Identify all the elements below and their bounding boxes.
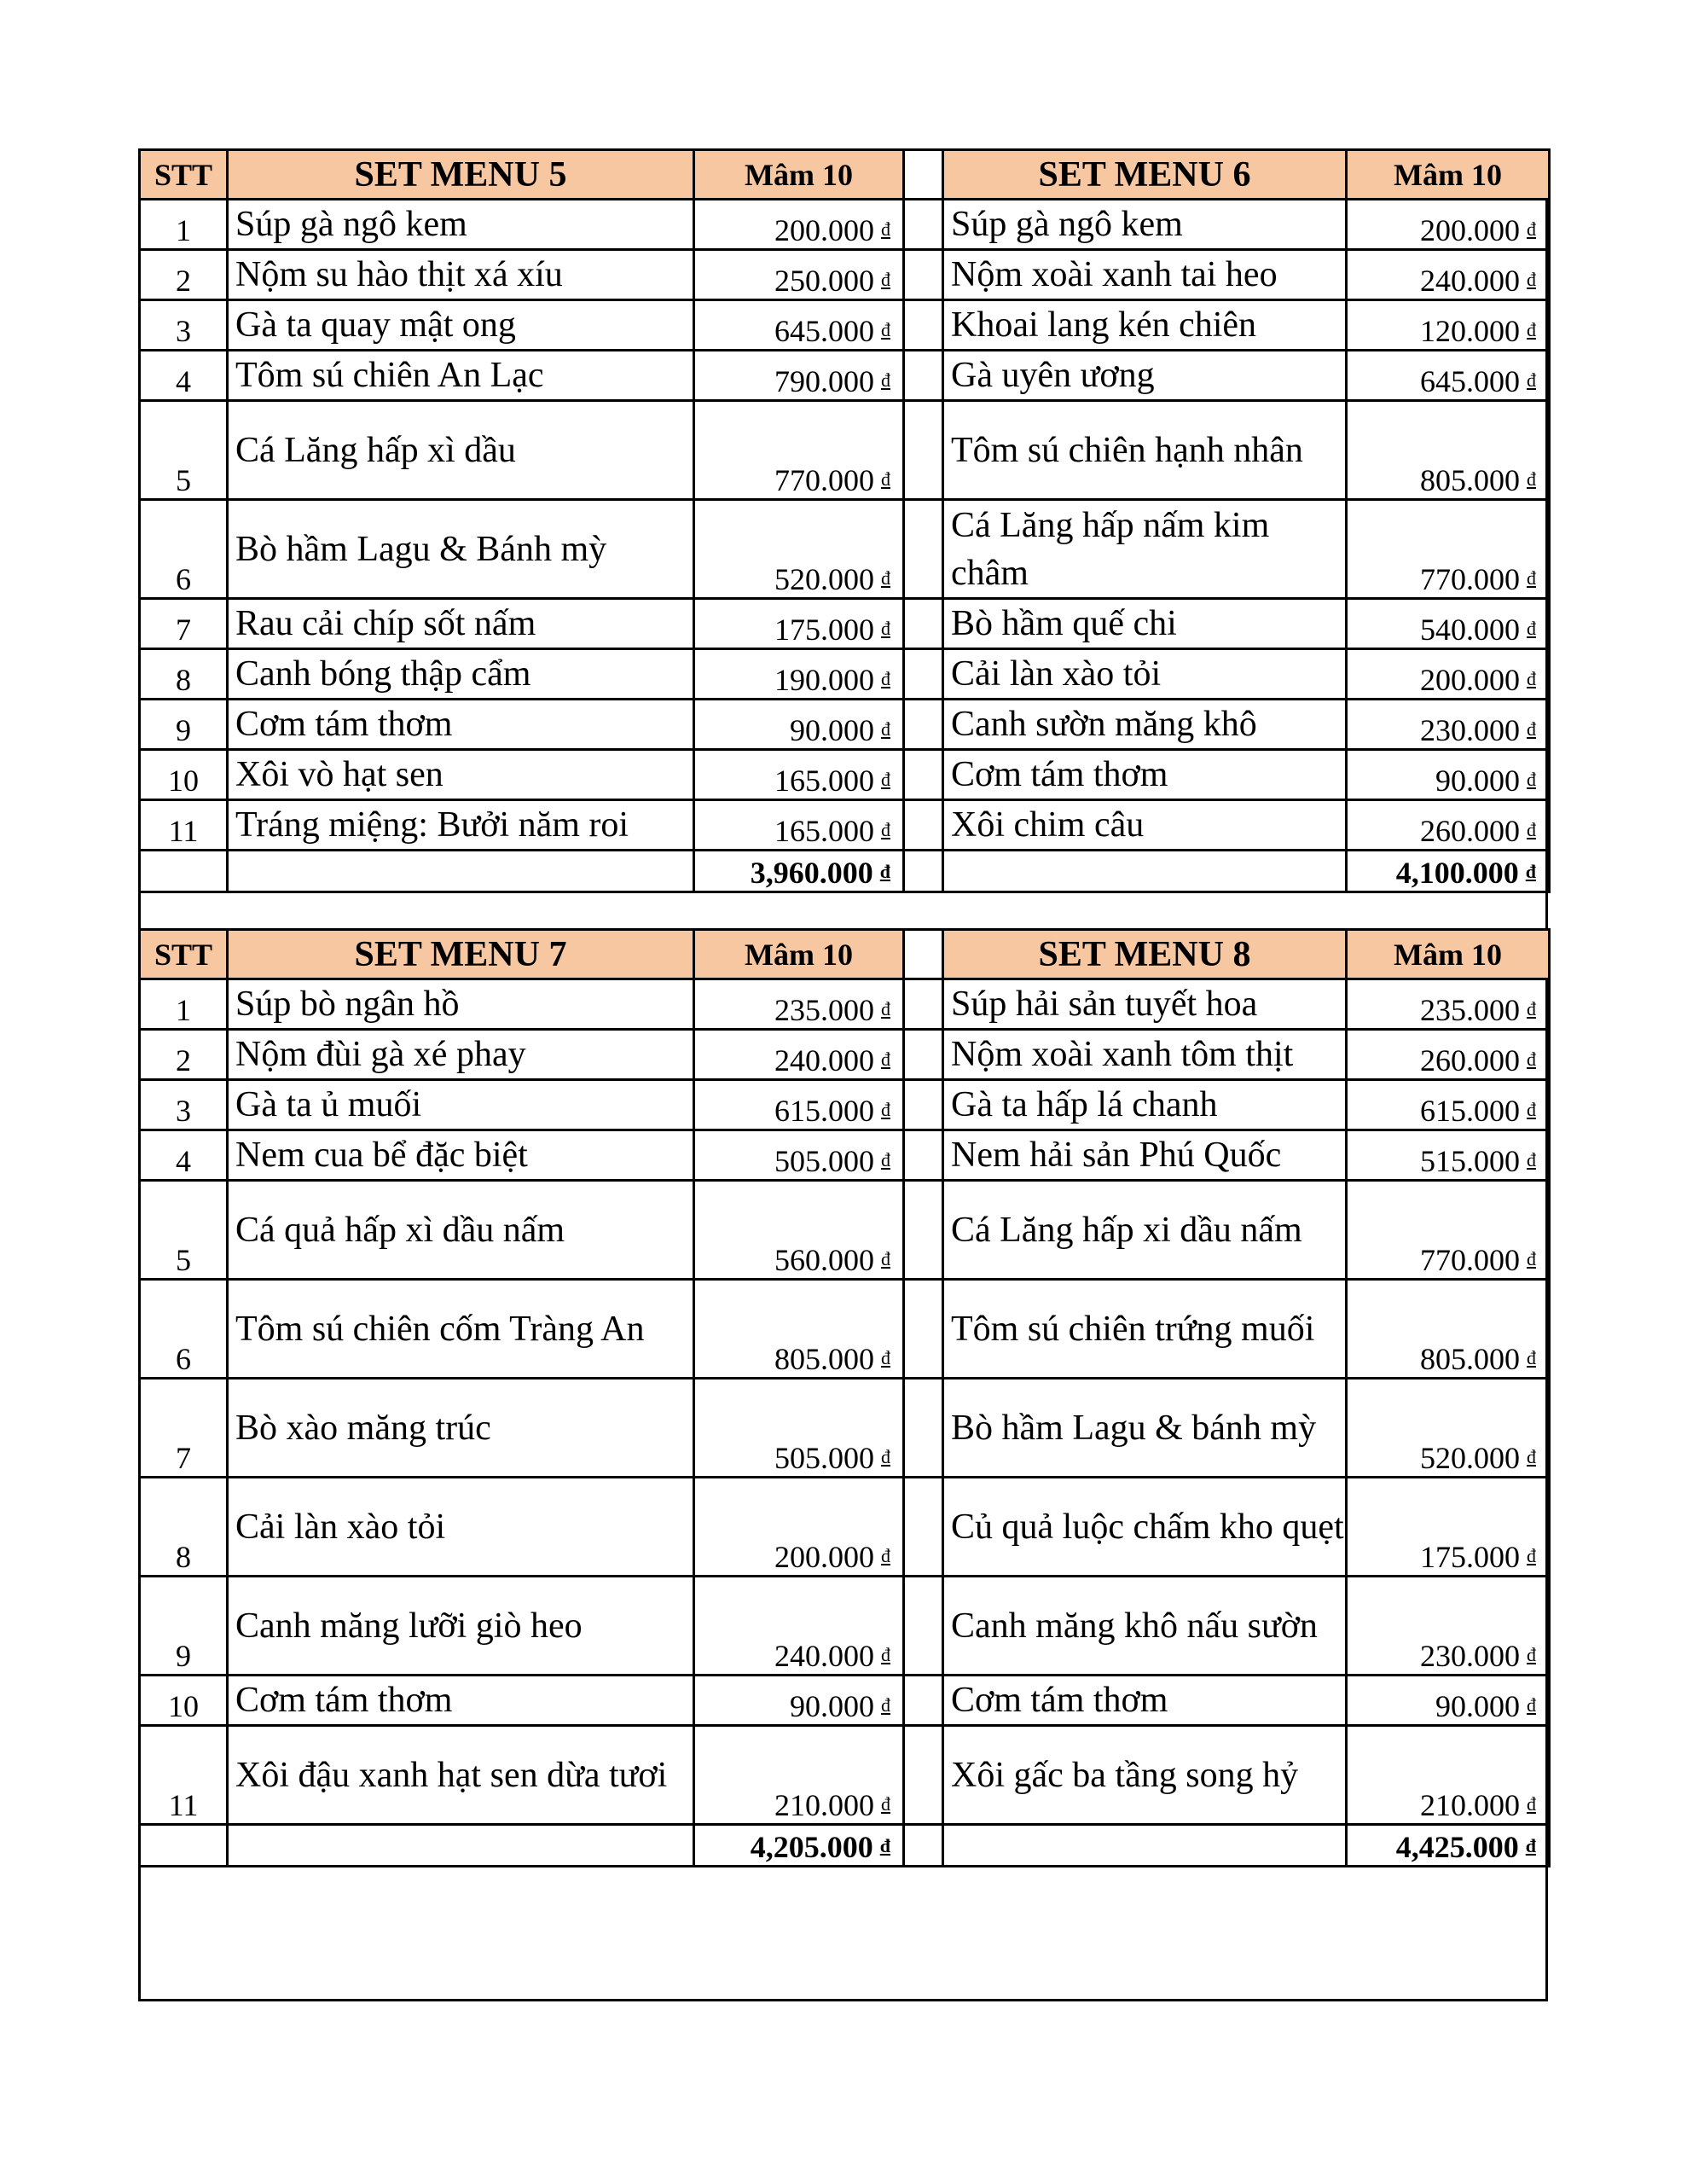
row-number: 4 — [140, 351, 228, 401]
price-value: 210.000 — [1420, 1788, 1520, 1822]
dish-name: Bò xào măng trúc — [228, 1379, 694, 1478]
currency-symbol: đ — [1527, 567, 1536, 589]
dish-name: Súp gà ngô kem — [228, 200, 694, 250]
currency-symbol: đ — [881, 468, 890, 490]
dish-name: Tôm sú chiên An Lạc — [228, 351, 694, 401]
dish-name: Khoai lang kén chiên — [943, 300, 1347, 351]
dish-price — [694, 1080, 904, 1130]
row-number: 10 — [140, 1676, 228, 1726]
dish-name: Bò hầm Lagu & bánh mỳ — [943, 1379, 1347, 1478]
price-value: 805.000 — [1420, 1342, 1520, 1376]
price-value: 805.000 — [1420, 463, 1520, 497]
currency-symbol: đ — [881, 567, 890, 589]
dish-price — [694, 200, 904, 250]
table-row — [140, 1181, 1550, 1280]
price-value: 770.000 — [774, 463, 874, 497]
currency-symbol: đ — [881, 1644, 890, 1665]
currency-symbol: đ — [879, 1835, 890, 1856]
row-number: 11 — [140, 1726, 228, 1825]
price-value: 240.000 — [774, 1043, 874, 1077]
price-value: 560.000 — [774, 1243, 874, 1277]
table-row — [140, 1379, 1550, 1478]
row-number: 1 — [140, 979, 228, 1030]
currency-symbol: đ — [1527, 218, 1536, 240]
total-price — [1347, 851, 1550, 892]
row-number: 7 — [140, 1379, 228, 1478]
column-gap — [904, 1676, 943, 1726]
price-value: 230.000 — [1420, 713, 1520, 747]
price-value: 505.000 — [774, 1144, 874, 1178]
row-number: 11 — [140, 800, 228, 851]
price-value: 520.000 — [1420, 1441, 1520, 1475]
portion-header: Mâm 10 — [694, 150, 904, 200]
column-gap — [904, 1478, 943, 1577]
table-row — [140, 979, 1550, 1030]
row-number: 3 — [140, 1080, 228, 1130]
currency-symbol: đ — [1527, 1347, 1536, 1368]
column-gap — [904, 649, 943, 700]
table-row — [140, 200, 1550, 250]
price-value: 200.000 — [1420, 663, 1520, 697]
currency-symbol: đ — [1527, 1099, 1536, 1120]
dish-price — [694, 1181, 904, 1280]
dish-name: Rau cải chíp sốt nấm — [228, 599, 694, 649]
currency-symbol: đ — [881, 369, 890, 391]
empty-cell — [228, 851, 694, 892]
column-gap — [904, 1280, 943, 1379]
currency-symbol: đ — [1527, 618, 1536, 639]
table-row — [140, 401, 1550, 500]
table-row — [140, 599, 1550, 649]
row-number: 8 — [140, 1478, 228, 1577]
column-gap — [904, 1030, 943, 1080]
row-number: 5 — [140, 401, 228, 500]
price-value: 250.000 — [774, 264, 874, 298]
currency-symbol: đ — [1525, 1835, 1536, 1856]
price-value: 200.000 — [774, 213, 874, 247]
row-number: 2 — [140, 1030, 228, 1080]
currency-symbol: đ — [881, 319, 890, 340]
row-number: 1 — [140, 200, 228, 250]
currency-symbol: đ — [879, 861, 890, 882]
currency-symbol: đ — [1527, 1048, 1536, 1070]
set-menu-title: SET MENU 5 — [228, 150, 694, 200]
dish-name: Nem hải sản Phú Quốc — [943, 1130, 1347, 1181]
dish-price — [694, 1676, 904, 1726]
empty-cell — [228, 1825, 694, 1867]
column-gap — [904, 1181, 943, 1280]
price-value: 260.000 — [1420, 814, 1520, 848]
price-value: 4,205.000 — [750, 1830, 873, 1864]
price-value: 4,100.000 — [1395, 856, 1519, 890]
column-gap — [904, 750, 943, 800]
dish-price — [694, 599, 904, 649]
dish-name: Cải làn xào tỏi — [943, 649, 1347, 700]
dish-price — [1347, 750, 1550, 800]
price-value: 200.000 — [774, 1540, 874, 1574]
dish-price — [694, 700, 904, 750]
currency-symbol: đ — [881, 1347, 890, 1368]
currency-symbol: đ — [881, 819, 890, 840]
dish-name: Nem cua bể đặc biệt — [228, 1130, 694, 1181]
total-row — [140, 1825, 1550, 1867]
dish-price — [694, 1280, 904, 1379]
dish-name: Nộm xoài xanh tai heo — [943, 250, 1347, 300]
column-gap — [904, 1130, 943, 1181]
dish-price — [694, 1726, 904, 1825]
row-number: 9 — [140, 1577, 228, 1676]
dish-price — [694, 250, 904, 300]
dish-name: Bò hầm quế chi — [943, 599, 1347, 649]
dish-name: Cơm tám thơm — [228, 1676, 694, 1726]
currency-symbol: đ — [1525, 861, 1536, 882]
currency-symbol: đ — [1527, 668, 1536, 689]
dish-name: Củ quả luộc chấm kho quẹt — [943, 1478, 1347, 1577]
table-row — [140, 750, 1550, 800]
total-row — [140, 851, 1550, 892]
dish-price — [1347, 250, 1550, 300]
price-value: 3,960.000 — [750, 856, 873, 890]
portion-header: Mâm 10 — [1347, 150, 1550, 200]
dish-price — [1347, 800, 1550, 851]
row-number: 10 — [140, 750, 228, 800]
dish-price — [1347, 979, 1550, 1030]
dish-price — [694, 1130, 904, 1181]
dish-price — [1347, 1280, 1550, 1379]
dish-price — [1347, 1478, 1550, 1577]
dish-name: Gà ta hấp lá chanh — [943, 1080, 1347, 1130]
total-price — [694, 1825, 904, 1867]
dish-price — [694, 1577, 904, 1676]
empty-cell — [140, 1825, 228, 1867]
dish-name: Nộm đùi gà xé phay — [228, 1030, 694, 1080]
currency-symbol: đ — [1527, 1149, 1536, 1170]
dish-name: Xôi chim câu — [943, 800, 1347, 851]
price-value: 230.000 — [1420, 1639, 1520, 1673]
currency-symbol: đ — [881, 998, 890, 1019]
menu-table — [138, 148, 1551, 893]
table-row — [140, 500, 1550, 599]
currency-symbol: đ — [1527, 1793, 1536, 1815]
dish-name: Nộm su hào thịt xá xíu — [228, 250, 694, 300]
menu-table — [138, 928, 1551, 1867]
row-number: 3 — [140, 300, 228, 351]
column-gap — [904, 250, 943, 300]
dish-price — [694, 401, 904, 500]
header-row — [140, 930, 1550, 979]
dish-name: Cá Lăng hấp xi dầu nấm — [943, 1181, 1347, 1280]
dish-name: Xôi gấc ba tầng song hỷ — [943, 1726, 1347, 1825]
currency-symbol: đ — [1527, 718, 1536, 740]
dish-price — [1347, 1080, 1550, 1130]
set-menu-title: SET MENU 7 — [228, 930, 694, 979]
dish-name: Gà ta quay mật ong — [228, 300, 694, 351]
price-value: 175.000 — [774, 613, 874, 647]
table-row — [140, 1577, 1550, 1676]
header-row — [140, 150, 1550, 200]
dish-name: Canh sườn măng khô — [943, 700, 1347, 750]
dish-name: Cá Lăng hấp xì dầu — [228, 401, 694, 500]
price-value: 645.000 — [774, 314, 874, 348]
price-value: 515.000 — [1420, 1144, 1520, 1178]
stt-header: STT — [140, 930, 228, 979]
stt-header: STT — [140, 150, 228, 200]
table-row — [140, 1280, 1550, 1379]
row-number: 5 — [140, 1181, 228, 1280]
row-number: 4 — [140, 1130, 228, 1181]
dish-name: Cơm tám thơm — [228, 700, 694, 750]
dish-name: Cá Lăng hấp nấm kim châm — [943, 500, 1347, 599]
table-row — [140, 1130, 1550, 1181]
price-value: 260.000 — [1420, 1043, 1520, 1077]
price-value: 165.000 — [774, 764, 874, 798]
dish-name: Canh măng lưỡi giò heo — [228, 1577, 694, 1676]
dish-price — [694, 1478, 904, 1577]
price-value: 770.000 — [1420, 562, 1520, 596]
currency-symbol: đ — [881, 269, 890, 290]
dish-price — [1347, 700, 1550, 750]
dish-name: Cải làn xào tỏi — [228, 1478, 694, 1577]
price-value: 520.000 — [774, 562, 874, 596]
price-value: 90.000 — [1435, 764, 1520, 798]
column-gap — [904, 1825, 943, 1867]
dish-name: Tráng miệng: Bưởi năm roi — [228, 800, 694, 851]
currency-symbol: đ — [881, 668, 890, 689]
currency-symbol: đ — [1527, 369, 1536, 391]
dish-price — [1347, 200, 1550, 250]
dish-name: Súp gà ngô kem — [943, 200, 1347, 250]
dish-price — [1347, 1130, 1550, 1181]
dish-price — [694, 1030, 904, 1080]
dish-price — [1347, 1676, 1550, 1726]
price-value: 790.000 — [774, 364, 874, 398]
dish-price — [1347, 1379, 1550, 1478]
price-value: 615.000 — [774, 1094, 874, 1128]
dish-name: Gà uyên ương — [943, 351, 1347, 401]
total-price — [694, 851, 904, 892]
dish-price — [1347, 599, 1550, 649]
currency-symbol: đ — [881, 1099, 890, 1120]
column-gap — [904, 150, 943, 200]
dish-price — [1347, 500, 1550, 599]
currency-symbol: đ — [1527, 998, 1536, 1019]
price-value: 90.000 — [1435, 1689, 1520, 1723]
dish-price — [1347, 351, 1550, 401]
currency-symbol: đ — [1527, 269, 1536, 290]
dish-price — [1347, 1726, 1550, 1825]
column-gap — [904, 800, 943, 851]
price-value: 210.000 — [774, 1788, 874, 1822]
dish-name: Tôm sú chiên trứng muối — [943, 1280, 1347, 1379]
dish-price — [1347, 649, 1550, 700]
column-gap — [904, 401, 943, 500]
dish-name: Canh bóng thập cẩm — [228, 649, 694, 700]
total-price — [1347, 1825, 1550, 1867]
price-value: 240.000 — [774, 1639, 874, 1673]
dish-price — [694, 300, 904, 351]
price-value: 235.000 — [774, 993, 874, 1027]
dish-name: Xôi vò hạt sen — [228, 750, 694, 800]
dish-name: Cơm tám thơm — [943, 750, 1347, 800]
currency-symbol: đ — [881, 1694, 890, 1716]
column-gap — [904, 930, 943, 979]
currency-symbol: đ — [881, 1545, 890, 1566]
currency-symbol: đ — [1527, 1446, 1536, 1467]
dish-price — [694, 351, 904, 401]
column-gap — [904, 1726, 943, 1825]
table-row — [140, 649, 1550, 700]
dish-price — [1347, 1181, 1550, 1280]
dish-name: Gà ta ủ muối — [228, 1080, 694, 1130]
portion-header: Mâm 10 — [694, 930, 904, 979]
currency-symbol: đ — [1527, 769, 1536, 790]
currency-symbol: đ — [881, 1793, 890, 1815]
dish-price — [694, 649, 904, 700]
column-gap — [904, 1577, 943, 1676]
currency-symbol: đ — [881, 1446, 890, 1467]
table-row — [140, 700, 1550, 750]
currency-symbol: đ — [1527, 819, 1536, 840]
price-value: 90.000 — [790, 713, 874, 747]
dish-name: Cá quả hấp xì dầu nấm — [228, 1181, 694, 1280]
portion-header: Mâm 10 — [1347, 930, 1550, 979]
dish-price — [1347, 1577, 1550, 1676]
column-gap — [904, 851, 943, 892]
currency-symbol: đ — [1527, 1694, 1536, 1716]
set-menu-title: SET MENU 8 — [943, 930, 1347, 979]
row-number: 8 — [140, 649, 228, 700]
column-gap — [904, 979, 943, 1030]
dish-name: Canh măng khô nấu sườn — [943, 1577, 1347, 1676]
price-value: 805.000 — [774, 1342, 874, 1376]
currency-symbol: đ — [881, 618, 890, 639]
dish-name: Tôm sú chiên cốm Tràng An — [228, 1280, 694, 1379]
price-value: 645.000 — [1420, 364, 1520, 398]
dish-price — [694, 979, 904, 1030]
column-gap — [904, 700, 943, 750]
dish-price — [694, 800, 904, 851]
currency-symbol: đ — [1527, 319, 1536, 340]
empty-cell — [943, 851, 1347, 892]
price-value: 165.000 — [774, 814, 874, 848]
price-value: 190.000 — [774, 663, 874, 697]
column-gap — [904, 1379, 943, 1478]
currency-symbol: đ — [1527, 468, 1536, 490]
currency-symbol: đ — [881, 1048, 890, 1070]
table-row — [140, 1478, 1550, 1577]
currency-symbol: đ — [1527, 1545, 1536, 1566]
price-value: 120.000 — [1420, 314, 1520, 348]
table-row — [140, 800, 1550, 851]
dish-name: Tôm sú chiên hạnh nhân — [943, 401, 1347, 500]
price-value: 540.000 — [1420, 613, 1520, 647]
dish-price — [1347, 401, 1550, 500]
column-gap — [904, 300, 943, 351]
dish-price — [694, 500, 904, 599]
dish-name: Xôi đậu xanh hạt sen dừa tươi — [228, 1726, 694, 1825]
table-row — [140, 1030, 1550, 1080]
dish-price — [694, 750, 904, 800]
table-row — [140, 1726, 1550, 1825]
dish-price — [1347, 1030, 1550, 1080]
table-row — [140, 351, 1550, 401]
column-gap — [904, 599, 943, 649]
currency-symbol: đ — [881, 718, 890, 740]
row-number: 6 — [140, 500, 228, 599]
price-value: 90.000 — [790, 1689, 874, 1723]
price-value: 200.000 — [1420, 213, 1520, 247]
currency-symbol: đ — [1527, 1248, 1536, 1269]
dish-name: Cơm tám thơm — [943, 1676, 1347, 1726]
currency-symbol: đ — [1527, 1644, 1536, 1665]
price-value: 770.000 — [1420, 1243, 1520, 1277]
row-number: 6 — [140, 1280, 228, 1379]
dish-name: Súp hải sản tuyết hoa — [943, 979, 1347, 1030]
dish-price — [1347, 300, 1550, 351]
table-row — [140, 250, 1550, 300]
currency-symbol: đ — [881, 1149, 890, 1170]
table-row — [140, 1676, 1550, 1726]
price-value: 615.000 — [1420, 1094, 1520, 1128]
price-value: 4,425.000 — [1395, 1830, 1519, 1864]
dish-name: Súp bò ngân hồ — [228, 979, 694, 1030]
currency-symbol: đ — [881, 1248, 890, 1269]
set-menu-title: SET MENU 6 — [943, 150, 1347, 200]
column-gap — [904, 351, 943, 401]
price-value: 175.000 — [1420, 1540, 1520, 1574]
row-number: 2 — [140, 250, 228, 300]
row-number: 9 — [140, 700, 228, 750]
row-number: 7 — [140, 599, 228, 649]
column-gap — [904, 1080, 943, 1130]
price-value: 505.000 — [774, 1441, 874, 1475]
empty-cell — [943, 1825, 1347, 1867]
dish-name: Nộm xoài xanh tôm thịt — [943, 1030, 1347, 1080]
price-value: 235.000 — [1420, 993, 1520, 1027]
column-gap — [904, 200, 943, 250]
dish-price — [694, 1379, 904, 1478]
dish-name: Bò hầm Lagu & Bánh mỳ — [228, 500, 694, 599]
table-row — [140, 1080, 1550, 1130]
currency-symbol: đ — [881, 218, 890, 240]
price-value: 240.000 — [1420, 264, 1520, 298]
currency-symbol: đ — [881, 769, 890, 790]
table-row — [140, 300, 1550, 351]
column-gap — [904, 500, 943, 599]
empty-cell — [140, 851, 228, 892]
